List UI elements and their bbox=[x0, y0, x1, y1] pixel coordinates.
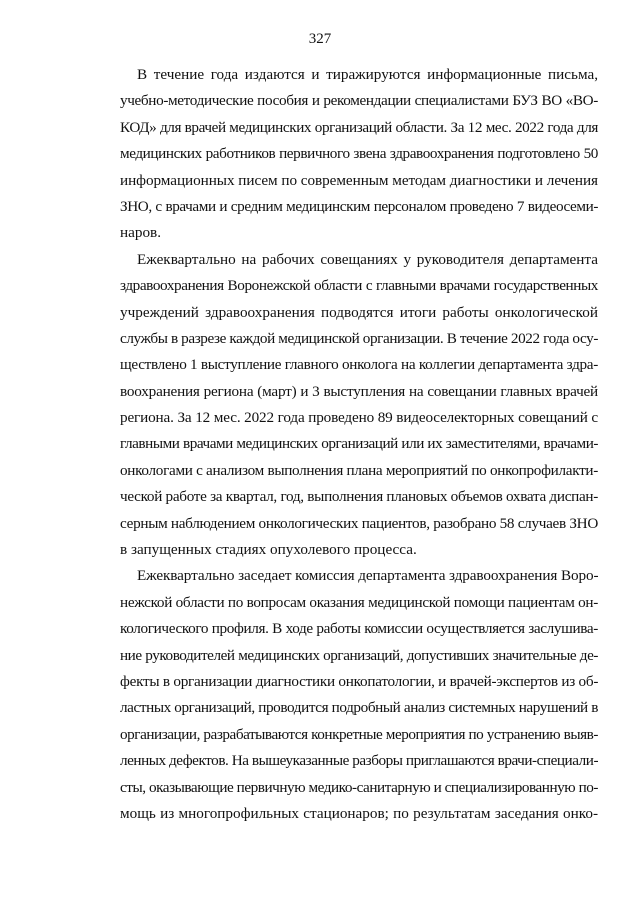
text-line: ческой работе за квартал, год, выполнения плановых объемов охвата диспан- bbox=[120, 488, 598, 506]
text-line: серным наблюдением онкологических пациентов, разобрано 58 случаев ЗНО bbox=[120, 514, 598, 532]
text-line: ние руководителей медицинских организаций, допустивших значительные де- bbox=[120, 646, 598, 664]
text-line: Ежеквартально на рабочих совещаниях у руководителя департамента bbox=[137, 250, 598, 268]
text-line: ленных дефектов. На вышеуказанные разборы приглашаются врачи-специали- bbox=[120, 752, 599, 770]
text-line: Ежеквартально заседает комиссия департамента здравоохранения Воро- bbox=[137, 567, 599, 585]
text-line: сты, оказывающие первичную медико-санитарную и специализированную по- bbox=[120, 778, 598, 796]
text-line: нежской области по вопросам оказания медицинской помощи пациентам он- bbox=[120, 593, 598, 611]
text-line: воохранения региона (март) и 3 выступления на совещании главных врачей bbox=[120, 382, 598, 400]
page-number: 327 bbox=[308, 31, 332, 47]
text-line: КОД» для врачей медицинских организаций области. За 12 мес. 2022 года для bbox=[120, 118, 598, 136]
text-line: ластных организаций, проводится подробный анализ системных нарушений в bbox=[120, 699, 598, 717]
text-line: учебно-методические пособия и рекомендации специалистами БУЗ ВО «ВО- bbox=[120, 92, 598, 110]
text-line: онкологами с анализом выполнения плана мероприятий по онкопрофилакти- bbox=[120, 461, 598, 479]
text-line: здравоохранения Воронежской области с главными врачами государственных bbox=[120, 277, 598, 295]
text-line: ществлено 1 выступление главного онколога на коллегии департамента здра- bbox=[120, 356, 598, 374]
text-line: мощь из многопрофильных стационаров; по результатам заседания онко- bbox=[120, 804, 598, 822]
text-line: В течение года издаются и тиражируются информационные письма, bbox=[137, 66, 598, 83]
text-line: наров. bbox=[120, 224, 162, 242]
text-line: кологического профиля. В ходе работы комиссии осуществляется заслушива- bbox=[120, 620, 598, 638]
text-line: главными врачами медицинских организаций или их заместителями, врачами- bbox=[120, 435, 598, 453]
text-line: региона. За 12 мес. 2022 года проведено 89 видеоселекторных совещаний с bbox=[120, 409, 598, 427]
paragraph-2 bbox=[120, 247, 598, 564]
text-line: в запущенных стадиях опухолевого процесса. bbox=[120, 541, 417, 559]
text-line: службы в разрезе каждой медицинской организации. В течение 2022 года осу- bbox=[120, 329, 598, 347]
text-line: ЗНО, с врачами и средним медицинским персоналом проведено 7 видеосеми- bbox=[120, 197, 598, 215]
paragraph-1 bbox=[120, 62, 598, 247]
body-text bbox=[120, 62, 598, 827]
paragraph-3 bbox=[120, 563, 598, 827]
text-line: информационных писем по современным методам диагностики и лечения bbox=[120, 171, 598, 189]
text-line: фекты в организации диагностики онкопатологии, и врачей-экспертов из об- bbox=[120, 672, 599, 690]
text-line: организации, разрабатываются конкретные мероприятия по устранению выяв- bbox=[120, 725, 598, 743]
text-line: учреждений здравоохранения подводятся итоги работы онкологической bbox=[120, 303, 598, 321]
text-line: медицинских работников первичного звена здравоохранения подготовлено 50 bbox=[120, 145, 598, 163]
